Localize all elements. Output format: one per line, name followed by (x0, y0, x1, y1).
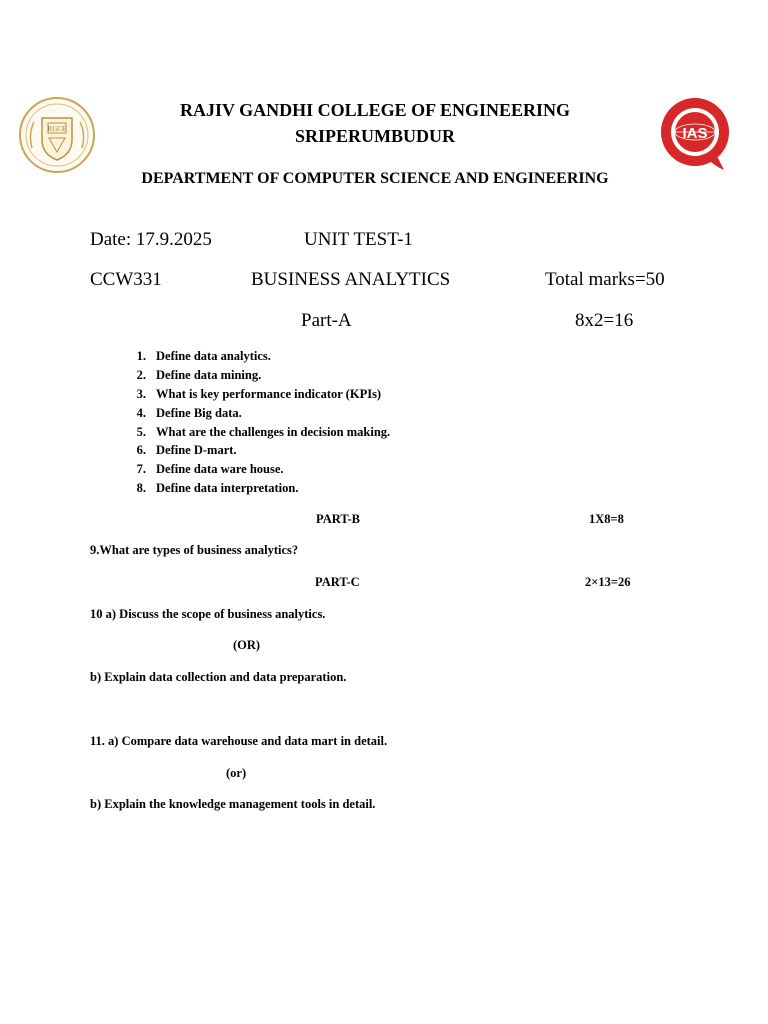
list-item: 7. Define data ware house. (136, 462, 284, 477)
part-a-marks: 8x2=16 (575, 310, 634, 331)
list-item: 4. Define Big data. (136, 405, 242, 420)
list-item: 2. Define data mining. (136, 367, 262, 382)
question-10-or: (OR) (233, 638, 261, 652)
question-9: 9.What are types of business analytics? (90, 543, 299, 557)
question-11a: 11. a) Compare data warehouse and data mart in detail. (90, 734, 388, 748)
college-name: RAJIV GANDHI COLLEGE OF ENGINEERING (179, 100, 571, 120)
question-11b: b) Explain the knowledge management tools in detail. (90, 797, 376, 811)
department-title: DEPARTMENT OF COMPUTER SCIENCE AND ENGINEERING (141, 170, 609, 187)
list-item: 8. Define data interpretation. (136, 481, 299, 496)
list-item: 3. What is key performance indicator (KPIs) (136, 386, 382, 401)
list-item: 6. Define D-mart. (136, 443, 237, 458)
course-code: CCW331 (90, 269, 162, 290)
exam-date: Date: 17.9.2025 (90, 229, 212, 250)
crest-inscription: RGCE (47, 125, 67, 133)
college-location: SRIPERUMBUDUR (294, 126, 455, 146)
part-a-title: Part-A (301, 310, 352, 331)
test-name: UNIT TEST-1 (304, 229, 413, 250)
part-c-marks: 2×13=26 (585, 575, 631, 589)
question-10b: b) Explain data collection and data preparation. (90, 670, 347, 684)
ias-seal-text: IAS (682, 125, 708, 142)
course-name: BUSINESS ANALYTICS (251, 269, 451, 290)
question-11-or: (or) (226, 766, 247, 780)
question-10a: 10 a) Discuss the scope of business analytics. (90, 607, 326, 621)
part-b-marks: 1X8=8 (589, 512, 624, 526)
total-marks: Total marks=50 (545, 269, 665, 290)
list-item: 1. Define data analytics. (136, 349, 271, 363)
part-c-title: PART-C (315, 575, 360, 589)
part-b-title: PART-B (316, 512, 361, 526)
part-a-question-list (118, 347, 390, 498)
list-item: 5. What are the challenges in decision making. (136, 424, 391, 439)
